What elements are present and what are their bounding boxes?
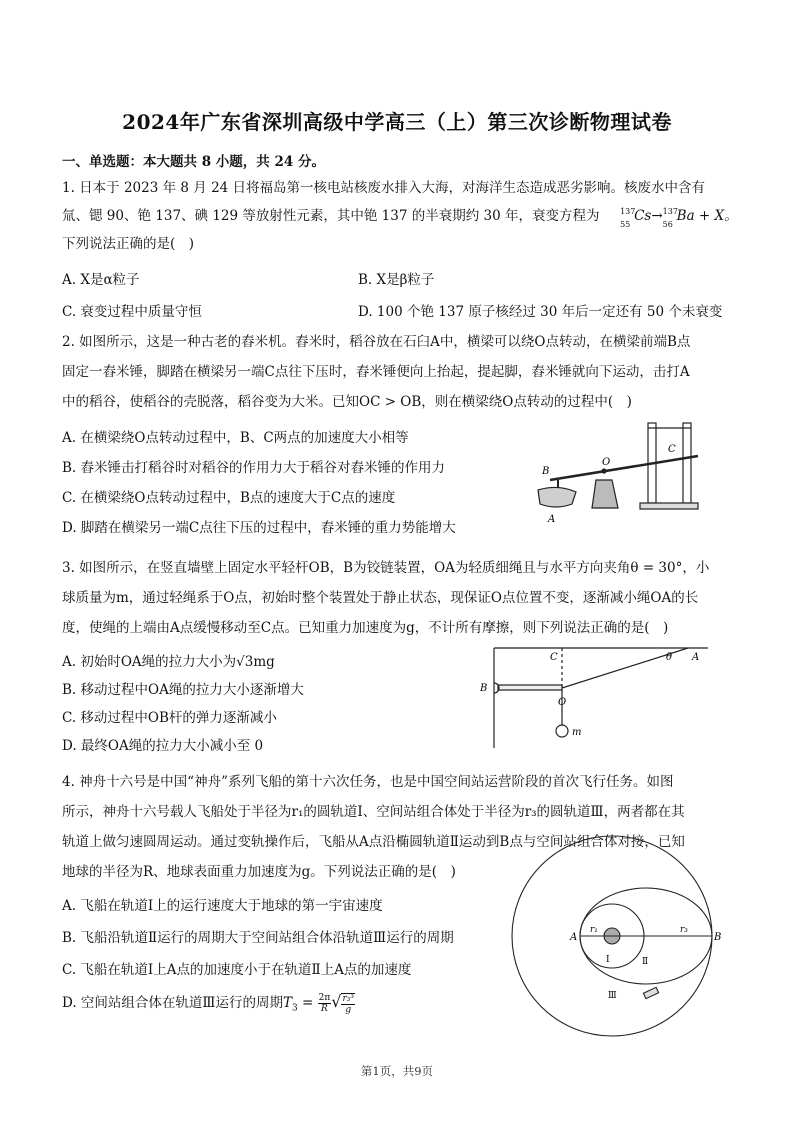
q1-option-a: A. X是α粒子: [62, 272, 140, 288]
q1-option-d: D. 100 个铯 137 原子核经过 30 年后一定还有 50 个未衰变: [358, 304, 723, 320]
fig3-label-a: A: [692, 652, 700, 663]
fig4-label-a: A: [570, 932, 578, 943]
fig4-label-b: B: [714, 932, 722, 943]
fig4-label-ii: Ⅱ: [642, 957, 649, 967]
fig4-label-i: Ⅰ: [606, 955, 610, 965]
q2-option-d: D. 脚踏在横梁另一端C点往下压的过程中，舂米锤的重力势能增大: [62, 520, 456, 536]
q4-option-c: C. 飞船在轨道Ⅰ上A点的加速度小于在轨道Ⅱ上A点的加速度: [62, 962, 412, 978]
q3-option-b: B. 移动过程中OA绳的拉力大小逐渐增大: [62, 682, 304, 698]
q4-line-4: 地球的半径为R、地球表面重力加速度为g。下列说法正确的是( ): [62, 864, 456, 880]
frame-base: [640, 503, 698, 509]
cs-nuclide: 137 55 Cs: [620, 207, 652, 229]
orbit-figure: [560, 872, 720, 1012]
sqrt-sign: √: [331, 992, 342, 1011]
q4-option-b: B. 飞船沿轨道Ⅱ运行的周期大于空间站组合体沿轨道Ⅲ运行的周期: [62, 930, 454, 946]
page-footer: 第1页，共9页: [360, 1064, 434, 1078]
q2-line-2: 固定一舂米锤，脚踏在横梁另一端C点往下压时，舂米锤便向上抬起，提起脚，舂米锤就向下运动，击打A: [62, 364, 690, 380]
stone-mortar: [538, 487, 576, 507]
q1-line-1: 1. 日本于 2023 年 8 月 24 日将福岛第一核电站核废水排入大海，对海洋生态造成恶劣影响。核废水中含有: [62, 180, 706, 196]
q3-line-2: 球质量为m，通过轻绳系于O点，初始时整个装置处于静止状态，现保证O点位置不变，逐渐减小绳OA的长: [62, 590, 699, 606]
fig2-label-b: B: [542, 466, 550, 477]
q4-option-a: A. 飞船在轨道Ⅰ上的运行速度大于地球的第一宇宙速度: [62, 898, 383, 914]
space-station: [643, 987, 658, 998]
fig3-label-m: m: [572, 727, 582, 738]
lever-beam: [550, 456, 698, 480]
rope-rod-figure: [478, 643, 718, 751]
fig4-label-r3: r₃: [680, 925, 688, 935]
period-subscript: 3: [291, 1003, 298, 1014]
q3-line-3: 度，使绳的上端由A点缓慢移动至C点。已知重力加速度为g，不计所有摩擦，则下列说法正确的是( ): [62, 620, 669, 636]
equals-sign: =: [297, 995, 318, 1011]
q1-line-3: 下列说法正确的是( ): [62, 236, 195, 252]
q4-line-1: 4. 神舟十六号是中国“神舟”系列飞船的第十六次任务，也是中国空间站运营阶段的首次飞行任务。如图: [62, 774, 674, 790]
q3-line-1: 3. 如图所示，在竖直墙壁上固定水平轻杆OB，B为铰链装置，OA为轻质细绳且与水平方向夹角θ = 30°，小: [62, 560, 710, 576]
ba-nuclide: 137 56 Ba + X。: [662, 207, 738, 229]
rod-ob: [498, 685, 562, 690]
q1-line-2-text: 氚、锶 90、铯 137、碘 129 等放射性元素，其中铯 137 的半衰期约 30 年，衰变方程为: [62, 208, 600, 224]
fraction-r3-g: $\frac{\text{r₃³}}{g}$: [342, 993, 354, 1015]
decay-arrow: →: [651, 208, 663, 224]
fraction-2pi-r: $\frac{2\pi}{R}$: [318, 993, 331, 1014]
q2-line-3: 中的稻谷，使稻谷的壳脱落，稻谷变为大米。已知OC > OB，则在横梁绕O点转动的过程中( ): [62, 394, 632, 410]
q2-line-1: 2. 如图所示，这是一种古老的舂米机。舂米时，稻谷放在石臼A中，横梁可以绕O点转动，在横梁前端B点: [62, 334, 691, 350]
fig3-label-theta: θ: [666, 652, 673, 663]
q4-option-d-text: D. 空间站组合体在轨道Ⅲ运行的周期: [62, 995, 283, 1011]
q3-option-a: A. 初始时OA绳的拉力大小为√3mg: [62, 654, 275, 670]
fig2-label-a: A: [548, 514, 556, 525]
q2-option-c: C. 在横梁绕O点转动过程中，B点的速度大于C点的速度: [62, 490, 396, 506]
rice-pounder-figure: [528, 418, 706, 526]
q2-option-b: B. 舂米锤击打稻谷时对稻谷的作用力大于稻谷对舂米锤的作用力: [62, 460, 446, 476]
q3-option-c: C. 移动过程中OB杆的弹力逐渐减小: [62, 710, 277, 726]
fig2-label-c: C: [668, 444, 676, 455]
fig3-label-o: O: [558, 697, 567, 708]
fig3-label-b: B: [480, 683, 488, 694]
q4-line-3: 轨道上做匀速圆周运动。通过变轨操作后，飞船从A点沿椭圆轨道Ⅱ运动到B点与空间站组合体对接，已知: [62, 834, 685, 850]
fig3-label-c: C: [550, 652, 558, 663]
q4-line-2: 所示，神舟十六号载人飞船处于半径为r₁的圆轨道Ⅰ、空间站组合体处于半径为r₃的圆轨道Ⅲ，两者都在其: [62, 804, 685, 820]
ball-m: [556, 725, 568, 737]
section-heading: 一、单选题：本大题共 8 小题，共 24 分。: [62, 154, 325, 170]
page-title: 2024年广东省深圳高级中学高三（上）第三次诊断物理试卷: [122, 110, 672, 134]
q2-option-a: A. 在横梁绕O点转动过程中，B、C两点的加速度大小相等: [62, 430, 409, 446]
q1-line-2: [62, 206, 738, 229]
q1-option-b: B. X是β粒子: [358, 272, 435, 288]
frame-post-right: [683, 423, 691, 503]
pivot-point: [602, 469, 606, 473]
period-symbol: T: [282, 995, 292, 1011]
fig4-label-r1: r₁: [590, 925, 598, 935]
fig4-label-iii: Ⅲ: [608, 991, 617, 1001]
fig2-label-o: O: [602, 457, 611, 468]
pivot-support: [592, 480, 618, 508]
q4-option-d: [62, 992, 355, 1019]
q1-option-c: C. 衰变过程中质量守恒: [62, 304, 202, 320]
q3-option-d: D. 最终OA绳的拉力大小减小至 0: [62, 738, 264, 754]
